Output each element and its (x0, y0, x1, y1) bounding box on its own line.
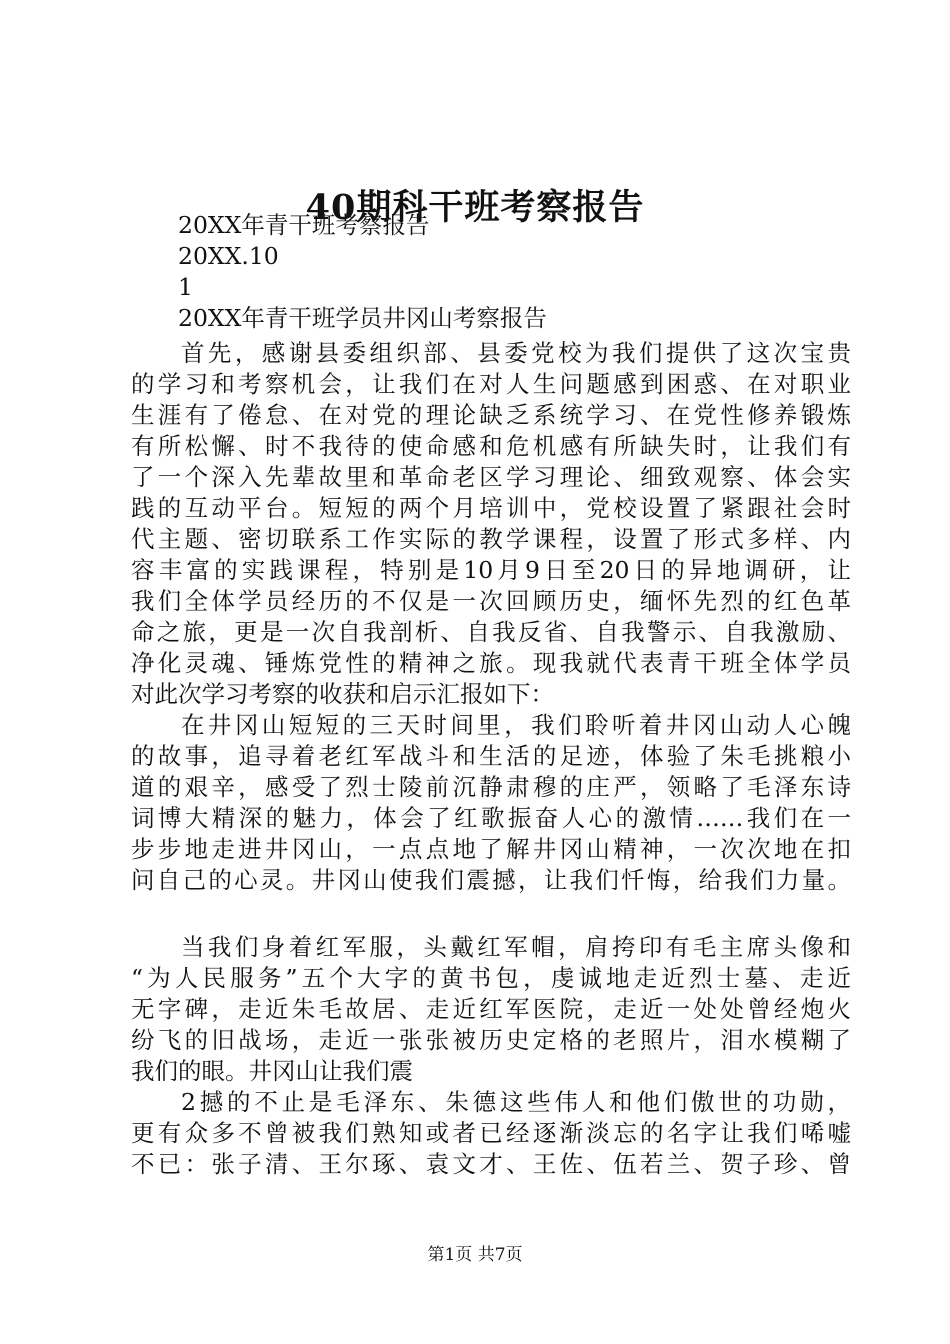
paragraph-line: 2撼的不止是毛泽东、朱德这些伟人和他们傲世的功勋， (181, 1088, 851, 1116)
header-line: 20XX年青干班考察报告 (178, 211, 430, 239)
paragraph-line: “为人民服务”五个大字的黄书包，虔诚地走近烈士墓、走近 (131, 964, 851, 992)
paragraph-line: 道的艰辛，感受了烈士陵前沉静肃穆的庄严，领略了毛泽东诗 (131, 773, 851, 801)
paragraph-line: 生涯有了倦怠、在对党的理论缺乏系统学习、在党性修养锻炼 (131, 401, 851, 429)
paragraph-line: 践的互动平台。短短的两个月培训中，党校设置了紧跟社会时 (131, 494, 851, 522)
paragraph-line: 净化灵魂、锤炼党性的精神之旅。现我就代表青干班全体学员 (131, 649, 851, 677)
header-line: 20XX.10 (178, 242, 279, 270)
paragraph-line: 无字碑，走近朱毛故居、走近红军医院，走近一处处曾经炮火 (131, 995, 851, 1023)
paragraph-line: 的故事，追寻着老红军战斗和生活的足迹，体验了朱毛挑粮小 (131, 742, 851, 770)
paragraph-line: 纷飞的旧战场，走近一张张被历史定格的老照片，泪水模糊了 (131, 1026, 851, 1054)
paragraph-line: 步步地走进井冈山，一点点地了解井冈山精神，一次次地在扣 (131, 835, 851, 863)
header-line: 20XX年青干班学员井冈山考察报告 (178, 304, 547, 332)
paragraph-line: 我们全体学员经历的不仅是一次回顾历史，缅怀先烈的红色革 (131, 587, 851, 615)
paragraph-line: 当我们身着红军服，头戴红军帽，肩挎印有毛主席头像和 (181, 933, 851, 961)
paragraph-line: 首先，感谢县委组织部、县委党校为我们提供了这次宝贵 (181, 339, 851, 367)
header-line: 1 (178, 273, 193, 301)
paragraph-line: 词博大精深的魅力，体会了红歌振奋人心的激情……我们在一 (131, 804, 851, 832)
paragraph-line: 更有众多不曾被我们熟知或者已经逐渐淡忘的名字让我们唏嘘 (131, 1119, 851, 1147)
document-title: 40期科干班考察报告 (305, 187, 645, 228)
paragraph-line: 了一个深入先辈故里和革命老区学习理论、细致观察、体会实 (131, 463, 851, 491)
paragraph-line: 的学习和考察机会，让我们在对人生问题感到困惑、在对职业 (131, 370, 851, 398)
paragraph-line: 有所松懈、时不我待的使命感和危机感有所缺失时，让我们有 (131, 432, 851, 460)
paragraph-line: 不已：张子清、王尔琢、袁文才、王佐、伍若兰、贺子珍、曾 (131, 1150, 851, 1178)
paragraph-line: 代主题、密切联系工作实际的教学课程，设置了形式多样、内 (131, 525, 851, 553)
paragraph-line: 我们的眼。井冈山让我们震 (131, 1057, 413, 1085)
paragraph-line: 问自己的心灵。井冈山使我们震撼，让我们忏悔，给我们力量。 (131, 866, 851, 894)
page-footer: 第1页 共7页 (427, 1245, 523, 1265)
paragraph-line: 对此次学习考察的收获和启示汇报如下： (131, 680, 554, 708)
paragraph-line: 容丰富的实践课程，特别是10月9日至20日的异地调研，让 (131, 556, 851, 584)
paragraph-line: 在井冈山短短的三天时间里，我们聆听着井冈山动人心魄 (181, 711, 851, 739)
paragraph-line: 命之旅，更是一次自我剖析、自我反省、自我警示、自我激励、 (131, 618, 851, 646)
